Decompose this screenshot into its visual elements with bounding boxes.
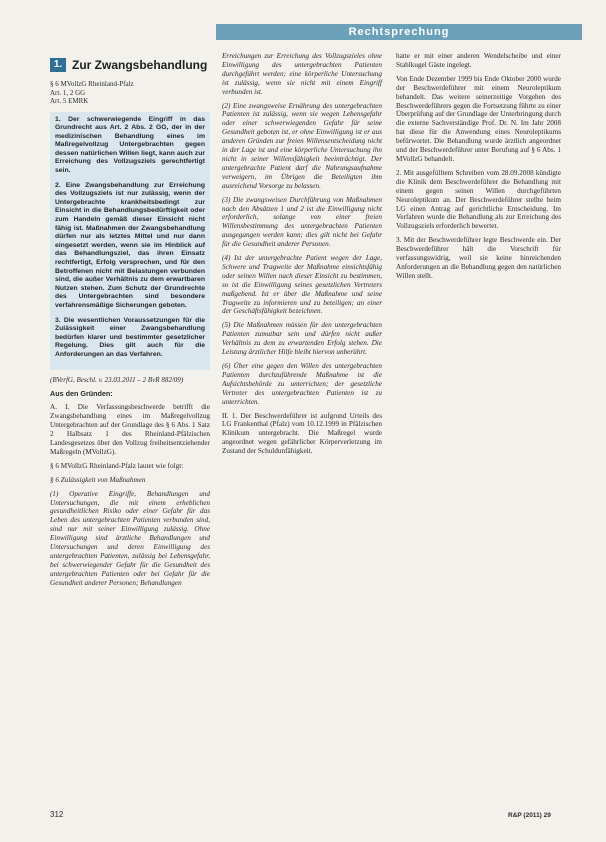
paragraph: hatte er mit einer anderen Wendelscheibe und einer Stahlkugel Gäste ingelegt. bbox=[396, 52, 561, 69]
norm: § 6 MVollzG Rheinland-Pfalz bbox=[50, 80, 134, 88]
paragraph: II. 1. Der Beschwerdeführer ist aufgrund Urteils des LG Frankenthal (Pfalz) vom 10.12.1999 in Pfälzischen Klinikum untergebracht. Die Maßregel wurde angeordnet wegen gefährlicher Körperverletzung im Zustand der Schuldunfähigkeit. bbox=[222, 411, 382, 456]
article-number-badge: 1. bbox=[50, 58, 66, 72]
norm: Art. 1, 2 GG bbox=[50, 88, 86, 97]
column-3 bbox=[396, 52, 561, 286]
statute-paragraph: (6) Über eine gegen den Willen des untergebrachten Patienten durchzuführende Maßnahme ist die Aufsichtsbehörde zu unterrichten; der gesetzliche Vertreter des untergebrachten Patienten ist zu unterrichten. bbox=[222, 362, 382, 406]
decision-reference: (BVerfG, Beschl. v. 23.03.2011 – 2 BvR 882/09) bbox=[50, 375, 184, 384]
paragraph: 3. Mit der Beschwerdeführer legte Beschwerde ein. Der Beschwerdeführer hält die Vorschrift für verfassungswidrig, weil sie keine hinreichenden Anforderungen an die Behandlung gegen den natürlichen Willen stellt. bbox=[396, 236, 561, 280]
column-1 bbox=[50, 52, 210, 593]
statute-heading: § 6 Zulässigkeit von Maßnahmen bbox=[50, 475, 146, 484]
statute-paragraph: (5) Die Maßnahmen müssen für den untergebrachten Patienten zumutbar sein und dürfen nicht außer Verhältnis zu dem zu erwartenden Erfolg stehen. Die Leistung ärztlicher Hilfe bleibt hiervon unberührt. bbox=[222, 321, 382, 357]
journal-reference: R&P (2011) 29 bbox=[508, 812, 551, 819]
paragraph: Von Ende Dezember 1999 bis Ende Oktober 2000 wurde der Beschwerdeführer mit einem Neuroleptikum behandelt. Das weitere seinerzeitige Vorgehen des Beschwerdeführers gegen die Fortsetzung führte zu einer Überprüfung auf der Grundlage der Unterbringung durch die externe Sachverständige Prof. Dr. N. Im Jahr 2008 hat diese für die Anwendung eines Neuroleptikums befürwortet. Die Behandlung wurde ärztlich angeordnet und der Beschwerdeführer unter Berufung auf § 6 Abs. 1 MVollzG behandelt. bbox=[396, 74, 561, 163]
headnote: 2. Eine Zwangsbehandlung zur Erreichung des Vollzugsziels ist nur zulässig, wenn der Untergebrachte krankheitsbedingt zur Einsicht in die Behandlungsbedürftigkeit oder zum Handeln gemäß dieser Einsicht nicht fähig ist. Maßnahmen der Zwangsbehandlung dürfen nur als letztes Mittel und nur dann eingesetzt werden, wenn sie im Hinblick auf das Behandlungsziel, das ihren Einsatz rechtfertigt, Erfolg versprechen, und für den Betroffenen nicht mit Belastungen verbunden sind, die außer Verhältnis zu dem erwartbaren Nutzen stehen. Zum Schutz der Grundrechte des Untergebrachten sind besondere verfahrensmäßige Sicherungen geboten. bbox=[55, 181, 205, 309]
page-number: 312 bbox=[50, 810, 64, 819]
headnote: 1. Der schwerwiegende Eingriff in das Grundrecht aus Art. 2 Abs. 2 GG, der in der medizinischen Behandlung eines im Maßregelvollzug Untergebrachten gegen dessen natürlichen Willen liegt, kann auch zur Erreichung des Vollzugsziels gerechtfertigt sein. bbox=[55, 115, 205, 175]
statute-paragraph: (4) Ist der untergebrachte Patient wegen der Lage, Schwere und Tragweite der Maßnahme einsichtsfähig oder seinen Willen nach dieser Einsicht zu bestimmen, so ist die Einwilligung seines gesetzlichen Vertreters maßgebend. Ist er über die Maßnahme und seine Tragweite zu informieren und zu beteiligen; an einer der Geschäftsfähigkeit bezeichnen. bbox=[222, 254, 382, 316]
article-title-row bbox=[50, 58, 210, 72]
norm: Art. 5 EMRK bbox=[50, 97, 89, 105]
paragraph: 2. Mit ausgefülltem Schreiben vom 28.09.2008 kündigte die Klinik dem Beschwerdeführer die Behandlung mit einem gegen seinen Willen durchgeführten Neuroleptikum an. Der Beschwerdeführer stellte beim LG einen Antrag auf gerichtliche Entscheidung. Im Verfahren wurde die Behandlung als zur Erreichung des Vollzugsziels erforderlich bewertet. bbox=[396, 168, 561, 231]
norms-list bbox=[50, 80, 210, 106]
headnotes-box bbox=[50, 112, 210, 370]
statute-paragraph: Erreichungen zur Erreichung des Vollzugszieles ohne Einwilligung des untergebrachten Patienten durchgeführt werden; eine körperliche Untersuchung ist zulässig, wenn sie nicht mit einem Eingriff verbunden ist. bbox=[222, 52, 382, 96]
paragraph: § 6 MVollzG Rheinland-Pfalz lautet wie folgt: bbox=[50, 461, 184, 470]
statute-paragraph: (3) Die zwangsweisen Durchführung von Maßnahmen nach den Absätzen 1 und 2 ist die Einwilligung nicht erforderlich, solange von einer freien Willensbestimmung des untergebrachten Patienten ausgegangen werden kann; dies gilt nicht bei Gefahr für die Gesundheit anderer Personen. bbox=[222, 195, 382, 249]
paragraph: A. I. Die Verfassungsbeschwerde betrifft die Zwangsbehandlung eines im Maßregelvollzug Untergebrachten auf der Grundlage des § 6 Abs. 1 Satz 2 Halbsatz 1 des Rheinland-Pfälzischen Landesgesetzes über den Vollzug freiheitsentziehender Maßregeln (MVollzG). bbox=[50, 403, 210, 456]
article-title: Zur Zwangsbehandlung bbox=[72, 57, 208, 72]
section-header: Rechtsprechung bbox=[216, 24, 582, 40]
reasons-heading: Aus den Gründen: bbox=[50, 389, 113, 399]
headnote: 3. Die wesentlichen Voraussetzungen für die Zulässigkeit einer Zwangsbehandlung bedürfen klarer und bestimmter gesetzlicher Regelung. Dies gilt auch für die Anforderungen an das Verfahren. bbox=[55, 316, 205, 358]
statute-paragraph: (2) Eine zwangsweise Ernährung des untergebrachten Patienten ist zulässig, wenn sie wegen Lebensgefahr oder einer schwerwiegenden Gefahr für seine Gesundheit geboten ist, er ohne Einwilligung ist er aus anderen Gründen zur freien Willensentscheidung nicht in der Lage ist und eine körperliche Untersuchung ihn nicht in seiner Willensfähigkeit beeinträchtigt. Der untergebrachte Patient darf die Nahrungsaufnahme verweigern, im Übrigen die Beteiligten ihm ausreichend Vorsorge zu belassen. bbox=[222, 101, 382, 190]
column-2 bbox=[222, 52, 382, 461]
statute-paragraph: (1) Operative Eingriffe, Behandlungen und Untersuchungen, die mit einem erheblichen gesundheitlichen Risiko oder einer Gefahr für das Leben des untergebrachten Patienten verbunden sind, sind nur mit seiner Einwilligung zulässig. Ohne Einwilligung sind ärztliche Behandlungen und Untersuchungen und deren Einwilligung des untergebrachten Patienten, zulässig bei Lebensgefahr, bei schwerwiegender Gefahr für die Gesundheit des untergebrachten Patienten oder bei Gefahr für die Gesundheit anderer Personen; Behandlungen bbox=[50, 489, 210, 587]
